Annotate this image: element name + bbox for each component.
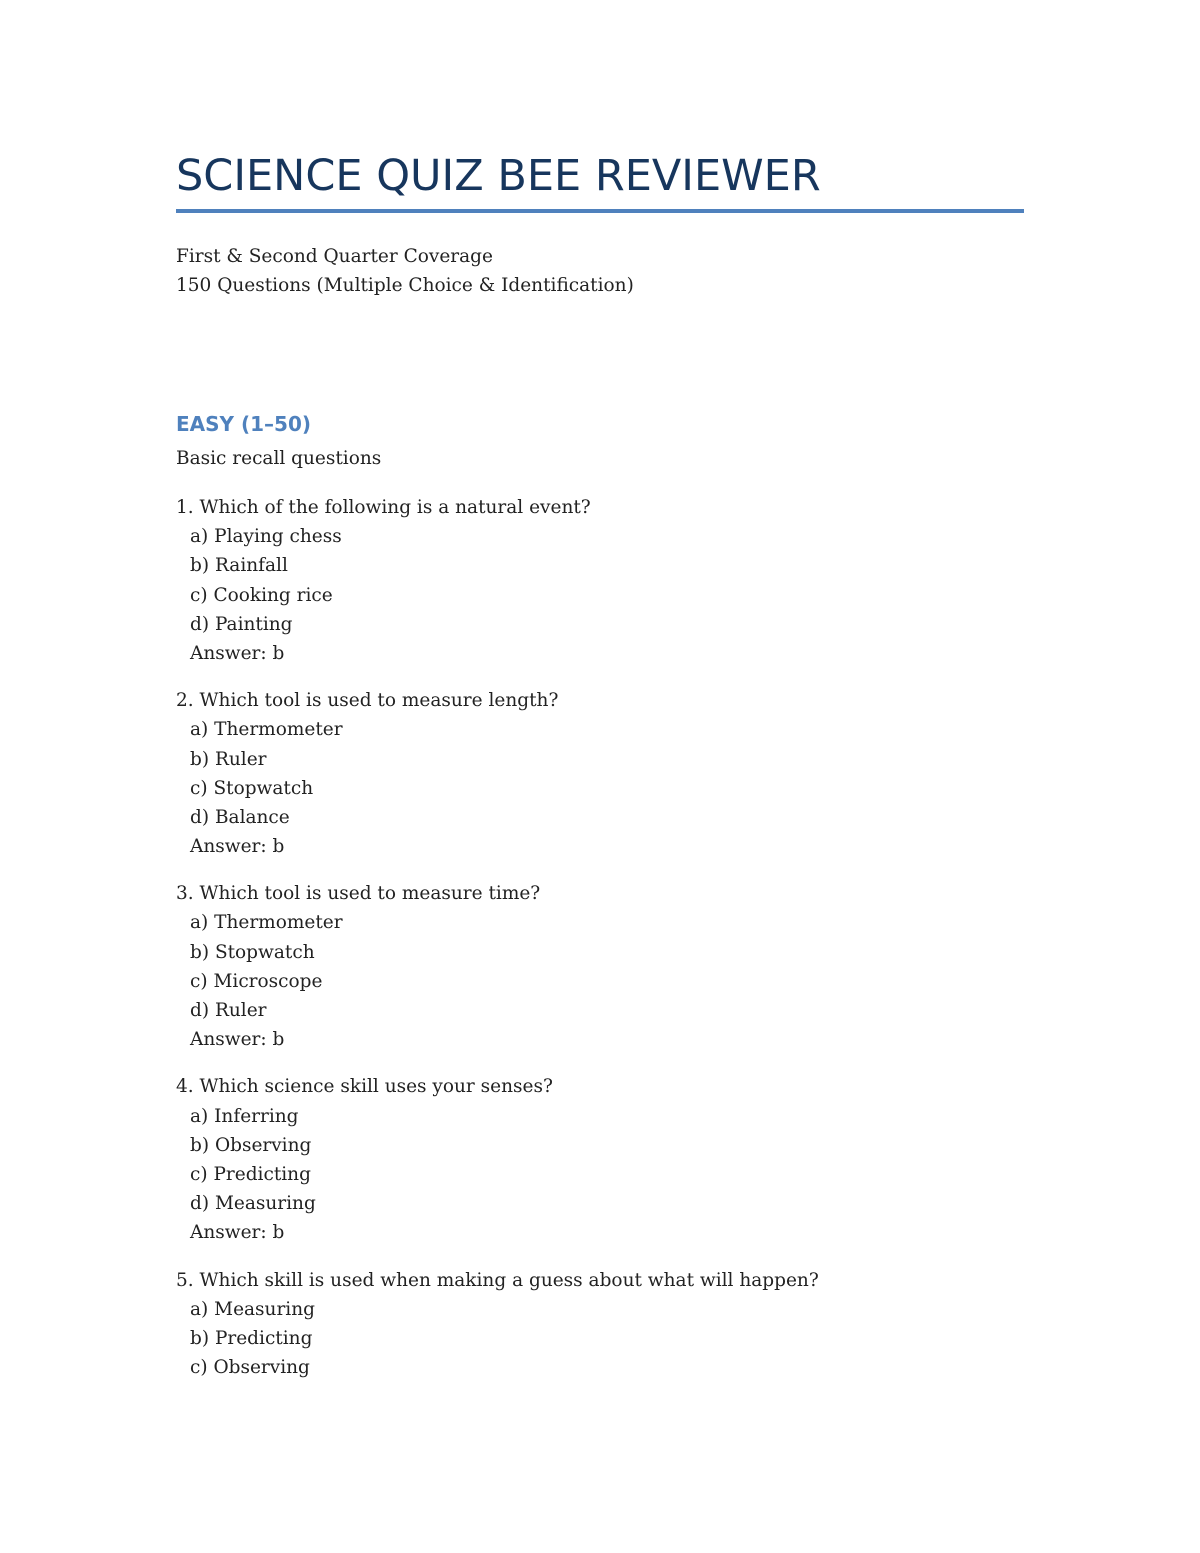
question-item	[176, 493, 1076, 668]
question-list	[176, 493, 1076, 1400]
title-underline	[176, 209, 1024, 213]
question-prompt: 1. Which of the following is a natural event?	[176, 497, 591, 518]
subtitle-line: 150 Questions (Multiple Choice & Identification)	[176, 275, 634, 297]
section-heading: EASY (1–50)	[176, 412, 312, 436]
question-answer: Answer: b	[190, 642, 285, 664]
question-option: c) Cooking rice	[190, 584, 333, 606]
question-answer: Answer: b	[190, 836, 285, 858]
question-option: b) Rainfall	[190, 555, 288, 577]
question-option: d) Ruler	[190, 1000, 267, 1021]
question-option: b) Observing	[190, 1134, 312, 1156]
question-item	[176, 879, 1076, 1054]
question-prompt: 5. Which skill is used when making a guess about what will happen?	[176, 1269, 819, 1291]
subtitle-line: First & Second Quarter Coverage	[176, 246, 493, 267]
question-option: b) Predicting	[190, 1327, 313, 1349]
question-item	[176, 686, 1076, 861]
question-option: c) Predicting	[190, 1163, 311, 1185]
question-option: c) Stopwatch	[190, 777, 314, 799]
document-title: SCIENCE QUIZ BEE REVIEWER	[176, 151, 821, 201]
document-subtitle	[176, 242, 634, 300]
question-option: d) Measuring	[190, 1193, 316, 1215]
section-note: Basic recall questions	[176, 448, 382, 469]
question-prompt: 2. Which tool is used to measure length?	[176, 690, 559, 712]
question-answer: Answer: b	[190, 1222, 285, 1244]
question-option: b) Ruler	[190, 748, 267, 770]
question-option: a) Thermometer	[190, 719, 343, 741]
question-option: d) Painting	[190, 613, 293, 635]
question-option: a) Playing chess	[190, 526, 342, 548]
question-option: b) Stopwatch	[190, 941, 315, 963]
question-item	[176, 1072, 1076, 1247]
question-option: a) Inferring	[190, 1105, 299, 1127]
question-prompt: 4. Which science skill uses your senses?	[176, 1076, 553, 1098]
question-option: a) Measuring	[190, 1298, 315, 1320]
question-option: a) Thermometer	[190, 912, 343, 934]
question-option: d) Balance	[190, 806, 290, 828]
question-option: c) Observing	[190, 1357, 310, 1379]
question-option: c) Microscope	[190, 970, 323, 992]
question-answer: Answer: b	[190, 1029, 285, 1051]
question-prompt: 3. Which tool is used to measure time?	[176, 883, 541, 905]
question-item	[176, 1266, 1076, 1383]
